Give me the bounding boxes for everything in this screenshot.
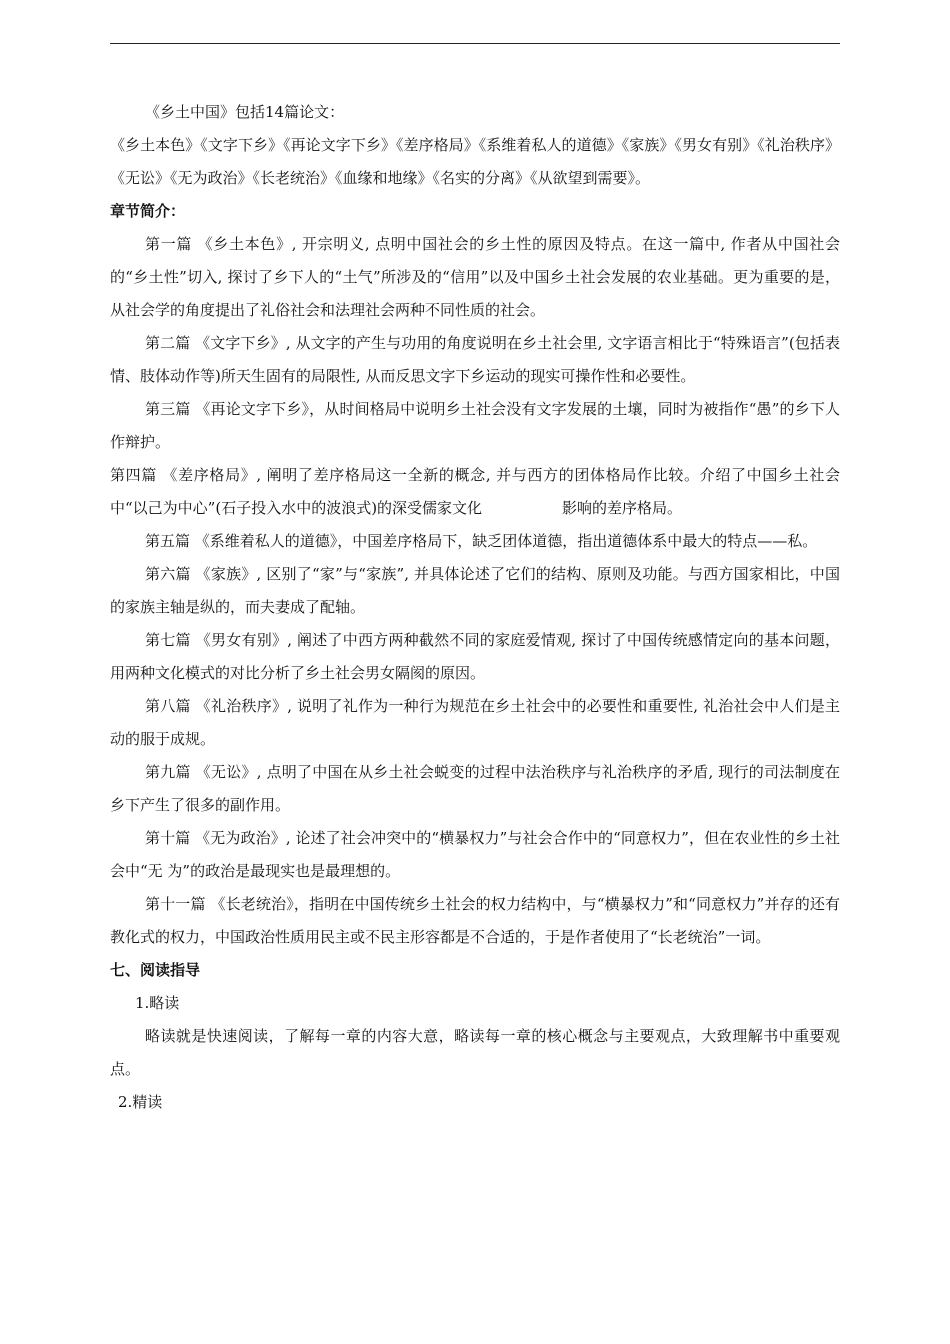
chapter-10: 第十篇 《无为政治》, 论述了社会冲突中的“横暴权力”与社会合作中的“同意权力”，但在农业性的乡土社会中“无 为”的政治是最现实也是最理想的。: [110, 829, 840, 880]
chapter-6: 第六篇 《家族》, 区别了“家”与“家族”, 并具体论述了它们的结构、原则及功能。与西方国家相比，中国的家族主轴是纵的，而夫妻成了配轴。: [110, 565, 840, 616]
guide-item-1-text: 略读就是快速阅读，了解每一章的内容大意，略读每一章的核心概念与主要观点，大致理解书中重要观点。: [110, 1027, 840, 1078]
chapter-4-text-a: 第四篇 《差序格局》, 阐明了差序格局这一全新的概念, 并与西方的团体格局作比较。介绍了中国乡土社会中“以己为中心”(石子投入水中的波浪式)的深受儒家文化: [110, 466, 840, 517]
chapter-8: 第八篇 《礼治秩序》, 说明了礼作为一种行为规范在乡土社会中的必要性和重要性, 礼治社会中人们是主动的服于成规。: [110, 697, 840, 748]
document-body: [110, 96, 840, 1119]
chapters-heading: 章节简介：: [110, 202, 186, 220]
chapter-11: 第十一篇 《长老统治》，指明在中国传统乡土社会的权力结构中，与“横暴权力”和“同意权力”并存的还有教化式的权力，中国政治性质用民主或不民主形容都是不合适的，于是作者使用了“长老统治”一词。: [110, 895, 840, 946]
intro-lead: 《乡土中国》包括14篇论文：: [145, 103, 345, 121]
chapter-9: 第九篇 《无讼》, 点明了中国在从乡土社会蜕变的过程中法治秩序与礼治秩序的矛盾, 现行的司法制度在乡下产生了很多的副作用。: [110, 763, 840, 814]
chapter-7: 第七篇 《男女有别》, 阐述了中西方两种截然不同的家庭爱情观, 探讨了中国传统感情定向的基本问题，用两种文化模式的对比分析了乡土社会男女隔阂的原因。: [110, 631, 840, 682]
header-rule: [110, 43, 840, 44]
chapter-5: 第五篇 《系维着私人的道德》，中国差序格局下，缺乏团体道德，指出道德体系中最大的特点——私。: [145, 532, 818, 550]
chapter-1: 第一篇 《乡土本色》, 开宗明义, 点明中国社会的乡土性的原因及特点。在这一篇中, 作者从中国社会的“乡土性”切入, 探讨了乡下人的“土气”所涉及的“信用”以及中国乡土社会发展的农业基础。更为重要的是，从社会学的角度提出了礼俗社会和法理社会两种不同性质的社会。: [110, 235, 840, 319]
intro-titles: 《乡土本色》《文字下乡》《再论文字下乡》《差序格局》《系维着私人的道德》《家族》《男女有别》《礼治秩序》《无讼》《无为政治》《长老统治》《血缘和地缘》《名实的分离》《从欲望到需要》。: [110, 136, 840, 187]
chapter-3: 第三篇 《再论文字下乡》，从时间格局中说明乡土社会没有文字发展的土壤，同时为被指作“愚”的乡下人作辩护。: [110, 400, 840, 451]
chapter-4: [110, 459, 840, 525]
chapter-4-text-b: 影响的差序格局。: [562, 499, 683, 517]
guide-item-1-label: 1.略读: [135, 994, 180, 1012]
guide-item-2-label: 2.精读: [118, 1093, 163, 1111]
chapter-2: 第二篇 《文字下乡》, 从文字的产生与功用的角度说明在乡土社会里, 文字语言相比于“特殊语言”(包括表情、肢体动作等)所天生固有的局限性, 从而反思文字下乡运动的现实可操作性和必要性。: [110, 334, 840, 385]
guide-heading: 七、阅读指导: [110, 961, 201, 979]
